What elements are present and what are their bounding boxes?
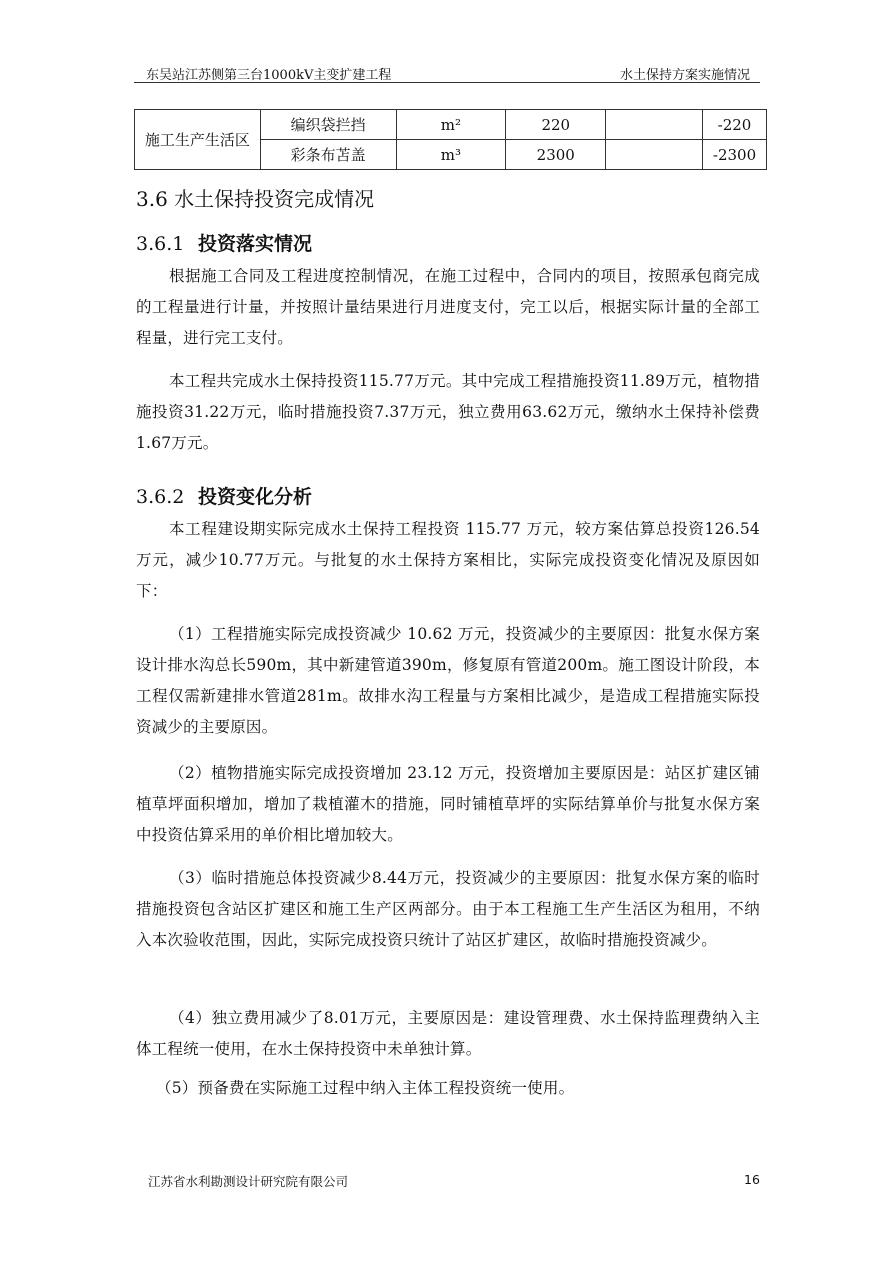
page-header xyxy=(134,64,760,82)
subsection-number: 3.6.2 xyxy=(136,486,185,508)
subsection-number: 3.6.1 xyxy=(136,233,185,255)
paragraph: 本工程共完成水土保持投资115.77万元。其中完成工程措施投资11.89万元，植物措施投资31.22万元，临时措施投资7.37万元，独立费用63.62万元，缴纳水土保持补偿费1.67万元。 xyxy=(136,372,760,452)
header-project-title: 东吴站江苏侧第三台1000kV主变扩建工程 xyxy=(146,68,392,83)
table-cell-change: -220 xyxy=(703,110,767,140)
table-cell-item: 彩条布苫盖 xyxy=(260,140,396,170)
table-cell-planned: 2300 xyxy=(506,140,606,170)
table-cell-planned: 220 xyxy=(506,110,606,140)
table-cell-unit: m³ xyxy=(396,140,506,170)
page-number: 16 xyxy=(744,1172,760,1187)
paragraph: 本工程建设期实际完成水土保持工程投资 115.77 万元，较方案估算总投资126.54万元，减少10.77万元。与批复的水土保持方案相比，实际完成投资变化情况及原因如下： xyxy=(136,520,760,600)
subsection-heading-2 xyxy=(136,482,312,509)
paragraph: （2）植物措施实际完成投资增加 23.12 万元，投资增加主要原因是：站区扩建区铺植草坪面积增加，增加了栽植灌木的措施，同时铺植草坪的实际结算单价与批复水保方案中投资估算采用的单价相比增加较大。 xyxy=(136,764,760,844)
table-cell-unit: m² xyxy=(396,110,506,140)
table-row xyxy=(135,110,767,140)
header-chapter-title: 水土保持方案实施情况 xyxy=(619,68,750,83)
table-cell-actual xyxy=(606,110,703,140)
subsection-heading-1 xyxy=(136,229,312,256)
paragraph: （1）工程措施实际完成投资减少 10.62 万元，投资减少的主要原因：批复水保方案设计排水沟总长590m，其中新建管道390m，修复原有管道200m。施工图设计阶段，本工程仅需新建排水管道281m。故排水沟工程量与方案相比减少，是造成工程措施实际投资减少的主要原因。 xyxy=(136,625,760,736)
measures-table xyxy=(134,109,767,170)
table-cell-actual xyxy=(606,140,703,170)
paragraph: （3）临时措施总体投资减少8.44万元，投资减少的主要原因：批复水保方案的临时措施投资包含站区扩建区和施工生产区两部分。由于本工程施工生产生活区为租用，不纳入本次验收范围，因此，实际完成投资只统计了站区扩建区，故临时措施投资减少。 xyxy=(136,869,760,949)
table-group-label: 施工生产生活区 xyxy=(135,110,261,170)
subsection-title: 投资落实情况 xyxy=(198,233,313,255)
paragraph: （5）预备费在实际施工过程中纳入主体工程投资统一使用。 xyxy=(156,1079,575,1097)
section-heading: 3.6 水土保持投资完成情况 xyxy=(136,187,375,211)
footer-company: 江苏省水利勘测设计研究院有限公司 xyxy=(148,1174,349,1189)
subsection-title: 投资变化分析 xyxy=(198,486,313,508)
paragraph: 根据施工合同及工程进度控制情况，在施工过程中，合同内的项目，按照承包商完成的工程量进行计量，并按照计量结果进行月进度支付，完工以后，根据实际计量的全部工程量，进行完工支付。 xyxy=(136,267,760,347)
table-cell-change: -2300 xyxy=(703,140,767,170)
table-cell-item: 编织袋拦挡 xyxy=(260,110,396,140)
header-rule xyxy=(134,82,760,83)
paragraph: （4）独立费用减少了8.01万元，主要原因是：建设管理费、水土保持监理费纳入主体工程统一使用，在水土保持投资中未单独计算。 xyxy=(136,1009,760,1058)
